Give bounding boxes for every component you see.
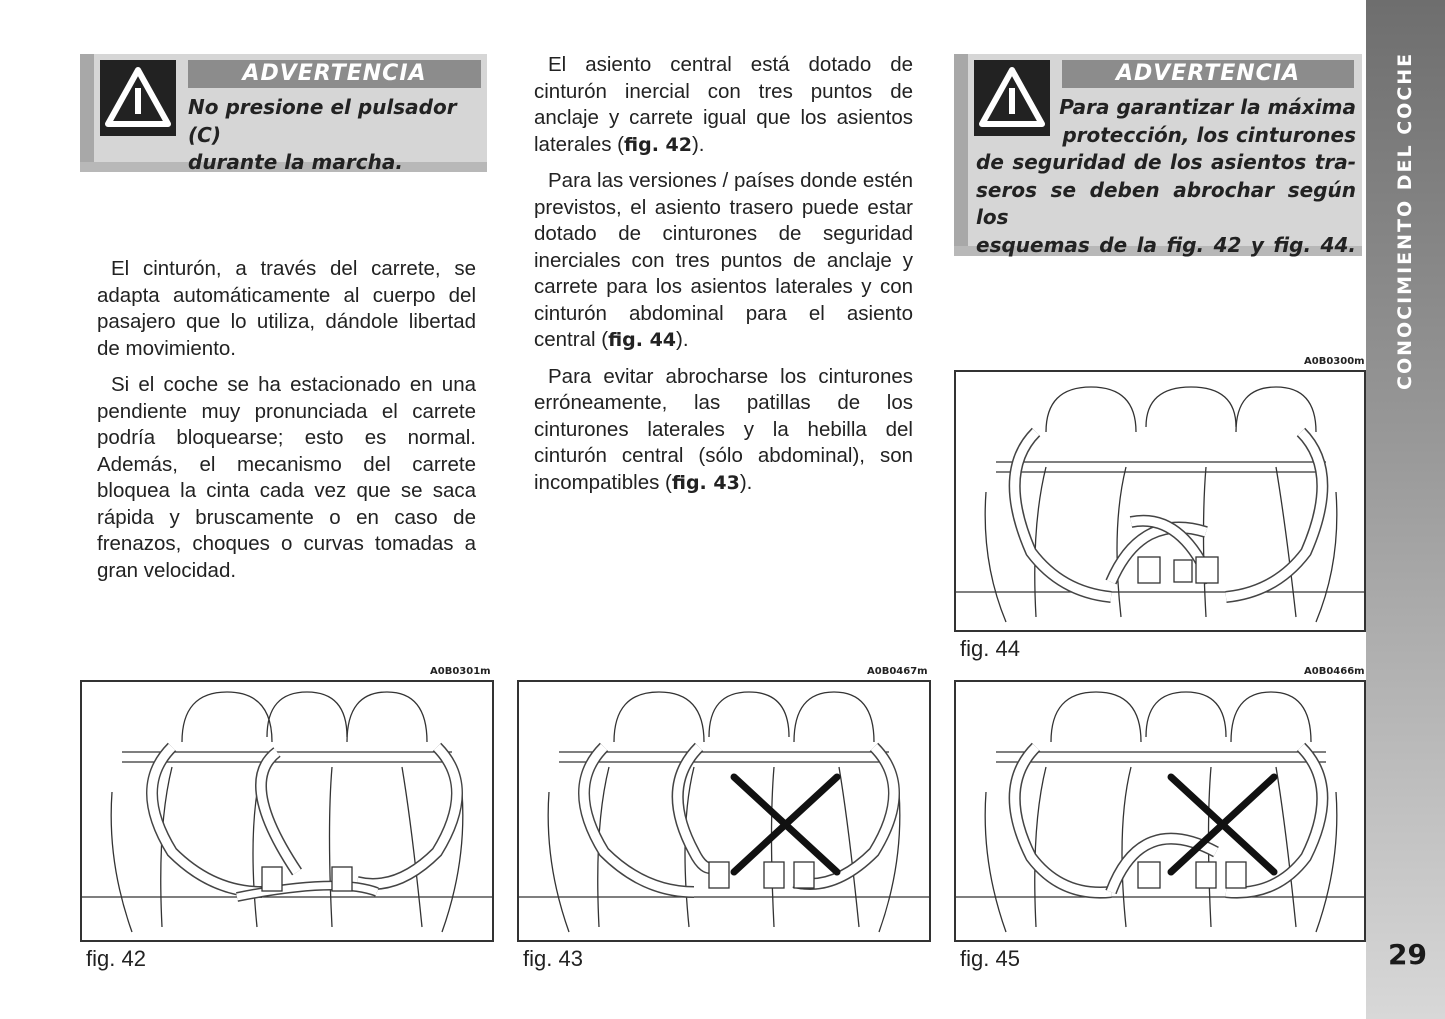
paragraph	[534, 168, 913, 354]
paragraph-end: ).	[739, 470, 753, 494]
seat-belt-drawing	[519, 682, 929, 940]
figure-code: A0B0467m	[867, 666, 928, 677]
paragraph: Si el coche se ha estacionado en una pendiente muy pronunciada el carrete podría bloquearse; esto es normal. Además, el mecanismo del carrete bloquea la cinta cada vez que se saca rápida y bruscamente o en caso de frenazos, choques o curvas tomadas a gran velocidad.	[97, 373, 476, 582]
warning-title: ADVERTENCIA	[1062, 60, 1354, 88]
warning-line: durante la marcha.	[188, 150, 403, 174]
warning-line: Para garantizar la máxima	[1059, 95, 1356, 119]
warning-box-left	[80, 54, 487, 172]
paragraph	[534, 364, 913, 497]
section-side-label: CONOCIMIENTO DEL COCHE	[1394, 51, 1416, 390]
figure-caption: fig. 42	[86, 946, 146, 971]
warning-title: ADVERTENCIA	[188, 60, 481, 88]
paragraph	[534, 52, 913, 158]
warning-line: seros se deben abrochar según los	[976, 177, 1356, 229]
paragraph-text: Para evitar abrocharse los cinturones erróneamente, las patillas de los cinturones laterales y la hebilla del cinturón central (sólo abdominal), son incompatibles (	[534, 364, 913, 494]
cross-mark-icon	[1171, 777, 1274, 872]
figure-code: A0B0466m	[1304, 666, 1365, 677]
warning-box-shadow	[80, 54, 94, 172]
figure-44-illustration	[954, 370, 1366, 632]
page-number: 29	[1388, 938, 1427, 971]
cross-mark-icon	[734, 777, 837, 872]
warning-line: esquemas de la fig. 42 y fig. 44.	[976, 232, 1356, 257]
figure-caption: fig. 44	[960, 636, 1020, 661]
warning-text	[188, 94, 483, 177]
figure-45-illustration	[954, 680, 1366, 942]
figure-caption: fig. 43	[523, 946, 583, 971]
seat-belt-drawing	[956, 372, 1364, 630]
warning-text	[976, 94, 1356, 259]
paragraph-text: El asiento central está dotado de cinturón inercial con tres puntos de anclaje y carrete igual que los asientos laterales (	[534, 53, 913, 156]
figure-42-illustration	[80, 680, 494, 942]
paragraph-text: Para las versiones / países donde estén previstos, el asiento trasero puede estar dotado de cinturones de seguridad inerciales con tres puntos de anclaje y carrete para los asientos laterales y con cinturón abdominal para el asiento central (	[534, 169, 913, 351]
column-2-text	[534, 52, 913, 506]
figure-reference: fig. 44	[608, 329, 677, 351]
warning-line: de seguridad de los asientos tra-	[976, 150, 1356, 174]
warning-box-right	[954, 54, 1362, 256]
warning-box-shadow	[954, 54, 968, 256]
warning-triangle-icon	[100, 60, 176, 136]
figure-reference: fig. 42	[624, 133, 692, 156]
paragraph-end: ).	[691, 132, 705, 156]
paragraph: El cinturón, a través del carrete, se adapta automáticamente al cuerpo del pasajero que lo utiliza, dándole libertad de movimiento.	[97, 257, 476, 360]
figure-reference: fig. 43	[671, 471, 740, 494]
figure-code: A0B0300m	[1304, 356, 1365, 367]
column-1-text	[97, 256, 476, 594]
warning-line: protección, los cinturones	[1062, 122, 1356, 147]
figure-code: A0B0301m	[430, 666, 491, 677]
seat-belt-drawing	[82, 682, 492, 940]
figure-caption: fig. 45	[960, 946, 1020, 971]
warning-line: No presione el pulsador (C)	[188, 95, 457, 147]
seat-belt-drawing	[956, 682, 1364, 940]
paragraph-end: ).	[676, 328, 689, 351]
figure-43-illustration	[517, 680, 931, 942]
